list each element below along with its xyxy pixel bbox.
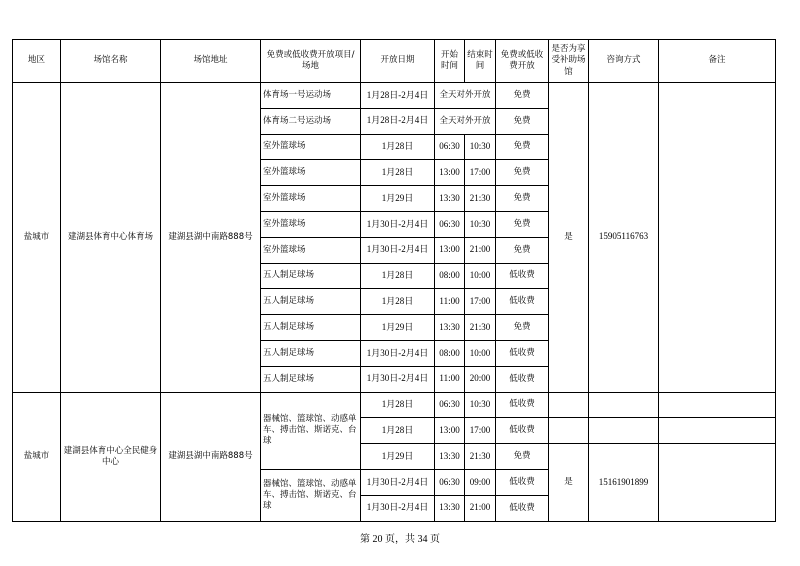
open-date-cell: 1月29日 — [361, 186, 435, 212]
open-date-cell: 1月30日-2月4日 — [361, 366, 435, 392]
start-time-cell: 06:30 — [435, 469, 465, 495]
open-date-cell: 1月28日 — [361, 263, 435, 289]
open-date-cell: 1月28日-2月4日 — [361, 108, 435, 134]
fee-type-cell: 免费 — [496, 315, 549, 341]
end-time-cell: 10:00 — [465, 263, 496, 289]
table-row — [13, 392, 776, 418]
header-region: 地区 — [13, 40, 61, 83]
open-item-cell: 体育场一号运动场 — [261, 83, 361, 109]
fee-type-cell: 免费 — [496, 237, 549, 263]
fee-type-cell: 免费 — [496, 108, 549, 134]
fee-type-cell: 免费 — [496, 444, 549, 470]
open-item-cell: 五人制足球场 — [261, 315, 361, 341]
end-time-cell: 09:00 — [465, 469, 496, 495]
end-time-cell: 10:30 — [465, 392, 496, 418]
header-row — [13, 40, 776, 83]
fee-type-cell: 低收费 — [496, 495, 549, 521]
open-date-cell: 1月30日-2月4日 — [361, 237, 435, 263]
fee-type-cell: 低收费 — [496, 418, 549, 444]
venue-address-cell: 建湖县湖中南路888号 — [161, 83, 261, 393]
subsidized-cell: 是 — [549, 83, 589, 393]
fee-type-cell: 低收费 — [496, 263, 549, 289]
start-time-cell: 06:30 — [435, 134, 465, 160]
end-time-cell: 21:00 — [465, 237, 496, 263]
open-date-cell: 1月30日-2月4日 — [361, 495, 435, 521]
end-time-cell: 17:00 — [465, 289, 496, 315]
remarks-cell — [659, 444, 776, 521]
fee-type-cell: 免费 — [496, 134, 549, 160]
open-item-cell: 室外篮球场 — [261, 211, 361, 237]
start-time-cell: 13:00 — [435, 160, 465, 186]
end-time-cell: 21:30 — [465, 444, 496, 470]
start-time-cell: 06:30 — [435, 211, 465, 237]
subsidized-cell — [549, 418, 589, 444]
remarks-cell — [659, 392, 776, 418]
region-cell: 盐城市 — [13, 392, 61, 521]
start-time-cell: 13:00 — [435, 237, 465, 263]
open-date-cell: 1月30日-2月4日 — [361, 340, 435, 366]
start-time-cell: 13:30 — [435, 186, 465, 212]
fee-type-cell: 免费 — [496, 186, 549, 212]
open-date-cell: 1月28日 — [361, 134, 435, 160]
header-subsidized: 是否为享受补助场馆 — [549, 40, 589, 83]
open-item-cell: 五人制足球场 — [261, 263, 361, 289]
remarks-cell — [659, 418, 776, 444]
open-date-cell: 1月28日 — [361, 289, 435, 315]
open-item-cell: 体育场二号运动场 — [261, 108, 361, 134]
end-time-cell: 17:00 — [465, 160, 496, 186]
header-fee-type: 免费或低收费开放 — [496, 40, 549, 83]
header-end-time: 结束时间 — [465, 40, 496, 83]
open-date-cell: 1月28日 — [361, 418, 435, 444]
table-body — [13, 40, 776, 522]
start-time-cell: 08:00 — [435, 263, 465, 289]
fee-type-cell: 低收费 — [496, 289, 549, 315]
remarks-cell — [659, 83, 776, 393]
venue-address-cell: 建湖县湖中南路888号 — [161, 392, 261, 521]
fee-type-cell: 低收费 — [496, 392, 549, 418]
start-time-cell: 08:00 — [435, 340, 465, 366]
open-item-cell: 器械馆、篮球馆、动感单车、搏击馆、斯诺克、台球 — [261, 469, 361, 521]
header-open-date: 开放日期 — [361, 40, 435, 83]
end-time-cell: 10:00 — [465, 340, 496, 366]
open-date-cell: 1月29日 — [361, 444, 435, 470]
open-item-cell: 室外篮球场 — [261, 186, 361, 212]
fee-type-cell: 免费 — [496, 160, 549, 186]
end-time-cell: 10:30 — [465, 211, 496, 237]
header-venue-address: 场馆地址 — [161, 40, 261, 83]
page-footer: 第 20 页，共 34 页 — [360, 534, 440, 545]
open-item-cell: 五人制足球场 — [261, 340, 361, 366]
start-time-cell: 11:00 — [435, 366, 465, 392]
open-date-cell: 1月30日-2月4日 — [361, 469, 435, 495]
fee-type-cell: 免费 — [496, 83, 549, 109]
open-item-cell: 室外篮球场 — [261, 134, 361, 160]
venue-name-cell: 建湖县体育中心体育场 — [61, 83, 161, 393]
contact-cell — [589, 418, 659, 444]
open-date-cell: 1月28日 — [361, 160, 435, 186]
end-time-cell: 20:00 — [465, 366, 496, 392]
header-remarks: 备注 — [659, 40, 776, 83]
fee-type-cell: 低收费 — [496, 366, 549, 392]
contact-cell — [589, 392, 659, 418]
time-range-cell: 全天对外开放 — [435, 83, 496, 109]
region-cell: 盐城市 — [13, 83, 61, 393]
start-time-cell: 06:30 — [435, 392, 465, 418]
header-contact: 咨询方式 — [589, 40, 659, 83]
venue-table — [12, 39, 776, 522]
start-time-cell: 13:30 — [435, 495, 465, 521]
end-time-cell: 17:00 — [465, 418, 496, 444]
table-row — [13, 83, 776, 109]
end-time-cell: 10:30 — [465, 134, 496, 160]
fee-type-cell: 低收费 — [496, 469, 549, 495]
header-start-time: 开始时间 — [435, 40, 465, 83]
venue-name-cell: 建湖县体育中心全民健身中心 — [61, 392, 161, 521]
subsidized-cell: 是 — [549, 444, 589, 521]
start-time-cell: 11:00 — [435, 289, 465, 315]
start-time-cell: 13:30 — [435, 444, 465, 470]
open-item-cell: 五人制足球场 — [261, 289, 361, 315]
header-open-items: 免费或低收费开放项目/场地 — [261, 40, 361, 83]
open-item-cell: 五人制足球场 — [261, 366, 361, 392]
time-range-cell: 全天对外开放 — [435, 108, 496, 134]
fee-type-cell: 免费 — [496, 211, 549, 237]
end-time-cell: 21:00 — [465, 495, 496, 521]
open-date-cell: 1月28日-2月4日 — [361, 83, 435, 109]
start-time-cell: 13:30 — [435, 315, 465, 341]
fee-type-cell: 低收费 — [496, 340, 549, 366]
open-item-cell: 室外篮球场 — [261, 160, 361, 186]
header-venue-name: 场馆名称 — [61, 40, 161, 83]
contact-cell: 15161901899 — [589, 444, 659, 521]
open-item-cell: 室外篮球场 — [261, 237, 361, 263]
end-time-cell: 21:30 — [465, 315, 496, 341]
end-time-cell: 21:30 — [465, 186, 496, 212]
open-date-cell: 1月28日 — [361, 392, 435, 418]
open-date-cell: 1月30日-2月4日 — [361, 211, 435, 237]
open-item-cell: 器械馆、篮球馆、动感单车、搏击馆、斯诺克、台球 — [261, 392, 361, 469]
start-time-cell: 13:00 — [435, 418, 465, 444]
contact-cell: 15905116763 — [589, 83, 659, 393]
open-date-cell: 1月29日 — [361, 315, 435, 341]
subsidized-cell — [549, 392, 589, 418]
